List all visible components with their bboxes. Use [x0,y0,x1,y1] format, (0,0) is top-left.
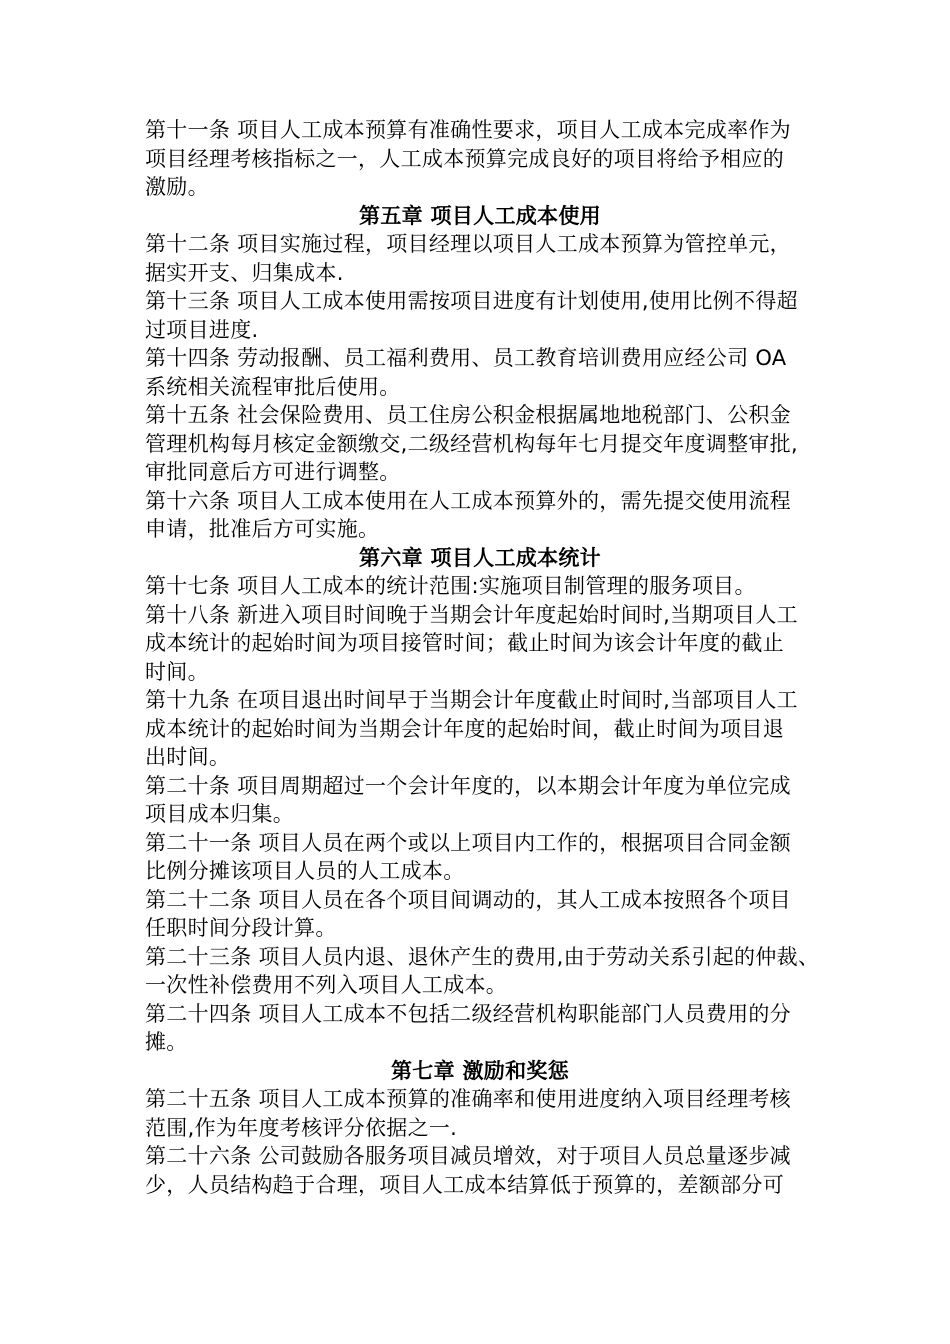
chapter-6-heading [145,544,815,573]
paragraph-line: 成本统计的起始时间为项目接管时间；截止时间为该会计年度的截止 [145,631,784,655]
paragraph-line: 成本统计的起始时间为当期会计年度的起始时间，截止时间为项目退 [145,716,784,741]
paragraph-line: 第十八条 新进入项目时间晚于当期会计年度起始时间时,当期项目人工 [145,602,798,627]
paragraph-line: 过项目进度. [145,317,259,342]
paragraph-line: 项目成本归集。 [145,802,295,826]
paragraph-line: 管理机构每月核定金额缴交,二级经营机构每年七月提交年度调整审批, [145,431,798,456]
chapter-7-heading [145,1057,815,1086]
paragraph-line: 第二十二条 项目人员在各个项目间调动的，其人工成本按照各个项目 [145,887,791,912]
article-13 [145,287,815,344]
paragraph-line: 第二十一条 项目人员在两个或以上项目内工作的，根据项目合同金额 [145,830,791,855]
article-15 [145,401,815,487]
paragraph-line: 摊。 [145,1030,188,1054]
paragraph-line: 激励。 [145,175,209,199]
paragraph-line: 审批同意后方可进行调整。 [145,460,401,484]
chapter-5-heading [145,202,815,231]
chapter-heading: 第五章 项目人工成本使用 [359,203,601,228]
article-11 [145,116,815,202]
article-17 [145,572,815,601]
article-23 [145,943,820,1000]
paragraph-line: 第二十五条 项目人工成本预算的准确率和使用进度纳入项目经理考核 [145,1087,791,1111]
paragraph-line: 第十二条 项目实施过程，项目经理以项目人工成本预算为管控单元， [145,232,791,256]
article-12 [145,230,815,287]
paragraph-line: 任职时间分段计算。 [145,916,337,940]
paragraph-line: 第十三条 项目人工成本使用需按项目进度有计划使用,使用比例不得超 [145,289,798,313]
paragraph-line: 第二十三条 项目人员内退、退休产生的费用,由于劳动关系引起的仲裁、 [145,944,820,969]
paragraph-line: 第十五条 社会保险费用、员工住房公积金根据属地地税部门、公积金 [145,403,791,427]
paragraph-line: 系统相关流程审批后使用。 [145,374,401,399]
article-18 [145,601,815,687]
chapter-heading: 第七章 激励和奖惩 [390,1058,569,1083]
article-20 [145,772,815,829]
article-25 [145,1085,815,1142]
article-19 [145,686,815,772]
document-page [145,116,820,1199]
paragraph-line: 申请，批准后方可实施。 [145,517,380,541]
article-24 [145,1000,815,1057]
paragraph-line: 范围,作为年度考核评分依据之一. [145,1115,458,1140]
paragraph-line: 比例分摊该项目人员的人工成本。 [145,859,465,883]
paragraph-line: 第二十条 项目周期超过一个会计年度的，以本期会计年度为单位完成 [145,773,791,798]
article-21 [145,829,815,886]
paragraph-line: 一次性补偿费用不列入项目人工成本。 [145,973,508,997]
chapter-heading: 第六章 项目人工成本统计 [359,545,601,570]
article-22 [145,886,815,943]
paragraph-line: 据实开支、归集成本. [145,260,344,285]
paragraph-line: 第十九条 在项目退出时间早于当期会计年度截止时间时,当部项目人工 [145,688,798,712]
paragraph-line: 项目经理考核指标之一，人工成本预算完成良好的项目将给予相应的 [145,146,784,171]
paragraph-line: 第十一条 项目人工成本预算有准确性要求，项目人工成本完成率作为 [145,118,791,142]
paragraph-line: 出时间。 [145,745,231,769]
paragraph-line: 第二十四条 项目人工成本不包括二级经营机构职能部门人员费用的分 [145,1001,791,1026]
article-14 [145,344,815,401]
paragraph-line: 第十七条 项目人工成本的统计范围:实施项目制管理的服务项目。 [145,574,756,598]
paragraph-line: 第二十六条 公司鼓励各服务项目减员增效，对于项目人员总量逐步减 [145,1144,791,1168]
paragraph-line: 时间。 [145,659,209,684]
article-26 [145,1142,815,1199]
article-16 [145,487,815,544]
paragraph-line: 第十四条 劳动报酬、员工福利费用、员工教育培训费用应经公司 OA [145,346,787,370]
paragraph-line: 第十六条 项目人工成本使用在人工成本预算外的，需先提交使用流程 [145,488,791,513]
paragraph-line: 少，人员结构趋于合理，项目人工成本结算低于预算的，差额部分可 [145,1172,784,1197]
